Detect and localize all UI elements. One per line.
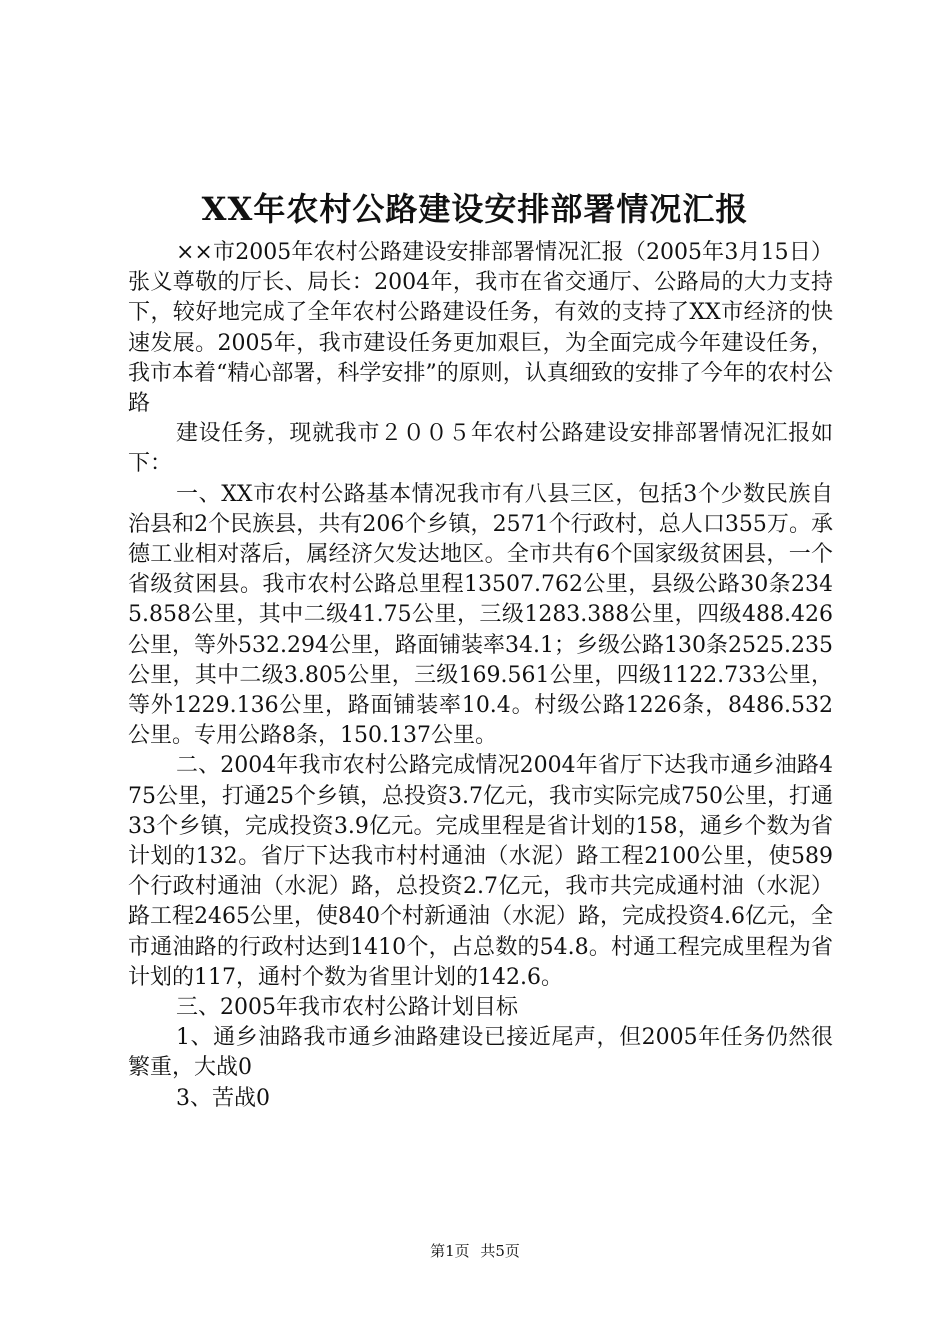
paragraph-section-2: 二、2004年我市农村公路完成情况2004年省厅下达我市通乡油路475公里，打通25个乡镇，总投资3.7亿元，我市实际完成750公里，打通33个乡镇，完成投资3.9亿元。完成里程是省计划的158，通乡个数为省计划的132。省厅下达我市村村通油（水泥）路工程2100公里，使589个行政村通油（水泥）路，总投资2.7亿元，我市共完成通村油（水泥）路工程2465公里，使840个村新通油（水泥）路，完成投资4.6亿元，全市通油路的行政村达到1410个，占总数的54.8。村通工程完成里程为省计划的117，通村个数为省里计划的142.6。 <box>128 753 833 990</box>
paragraph-section-3-heading: 三、2005年我市农村公路计划目标 <box>176 995 518 1021</box>
paragraph-item-3: 3、苦战0 <box>176 1085 270 1111</box>
document-body <box>128 238 833 1114</box>
page-number: 第1页 <box>430 1242 470 1260</box>
paragraph-continuation: 建设任务，现就我市２００５年农村公路建设安排部署情况汇报如下： <box>128 421 833 477</box>
page-footer <box>0 1240 950 1262</box>
page-total: 共5页 <box>480 1242 520 1260</box>
document-title: XX年农村公路建设安排部署情况汇报 <box>201 190 749 228</box>
paragraph-section-1: 一、XX市农村公路基本情况我市有八县三区，包括3个少数民族自治县和2个民族县，共有206个乡镇，2571个行政村，总人口355万。承德工业相对落后，属经济欠发达地区。全市共有6个国家级贫困县，一个省级贫困县。我市农村公路总里程13507.762公里，县级公路30条2345.858公里，其中二级41.75公里，三级1283.388公里，四级488.426公里，等外532.294公里，路面铺装率34.1；乡级公路130条2525.235公里，其中二级3.805公里，三级169.561公里，四级1122.733公里，等外1229.136公里，路面铺装率10.4。村级公路1226条，8486.532公里。专用公路8条，150.137公里。 <box>128 481 833 749</box>
paragraph-item-1: 1、通乡油路我市通乡油路建设已接近尾声，但2005年任务仍然很繁重，大战0 <box>128 1025 833 1081</box>
paragraph-intro: ××市2005年农村公路建设安排部署情况汇报（2005年3月15日）张义尊敬的厅长、局长：2004年，我市在省交通厅、公路局的大力支持下，较好地完成了全年农村公路建设任务，有效的支持了XX市经济的快速发展。2005年，我市建设任务更加艰巨，为全面完成今年建设任务，我市本着“精心部署，科学安排”的原则，认真细致的安排了今年的农村公路 <box>128 240 833 417</box>
